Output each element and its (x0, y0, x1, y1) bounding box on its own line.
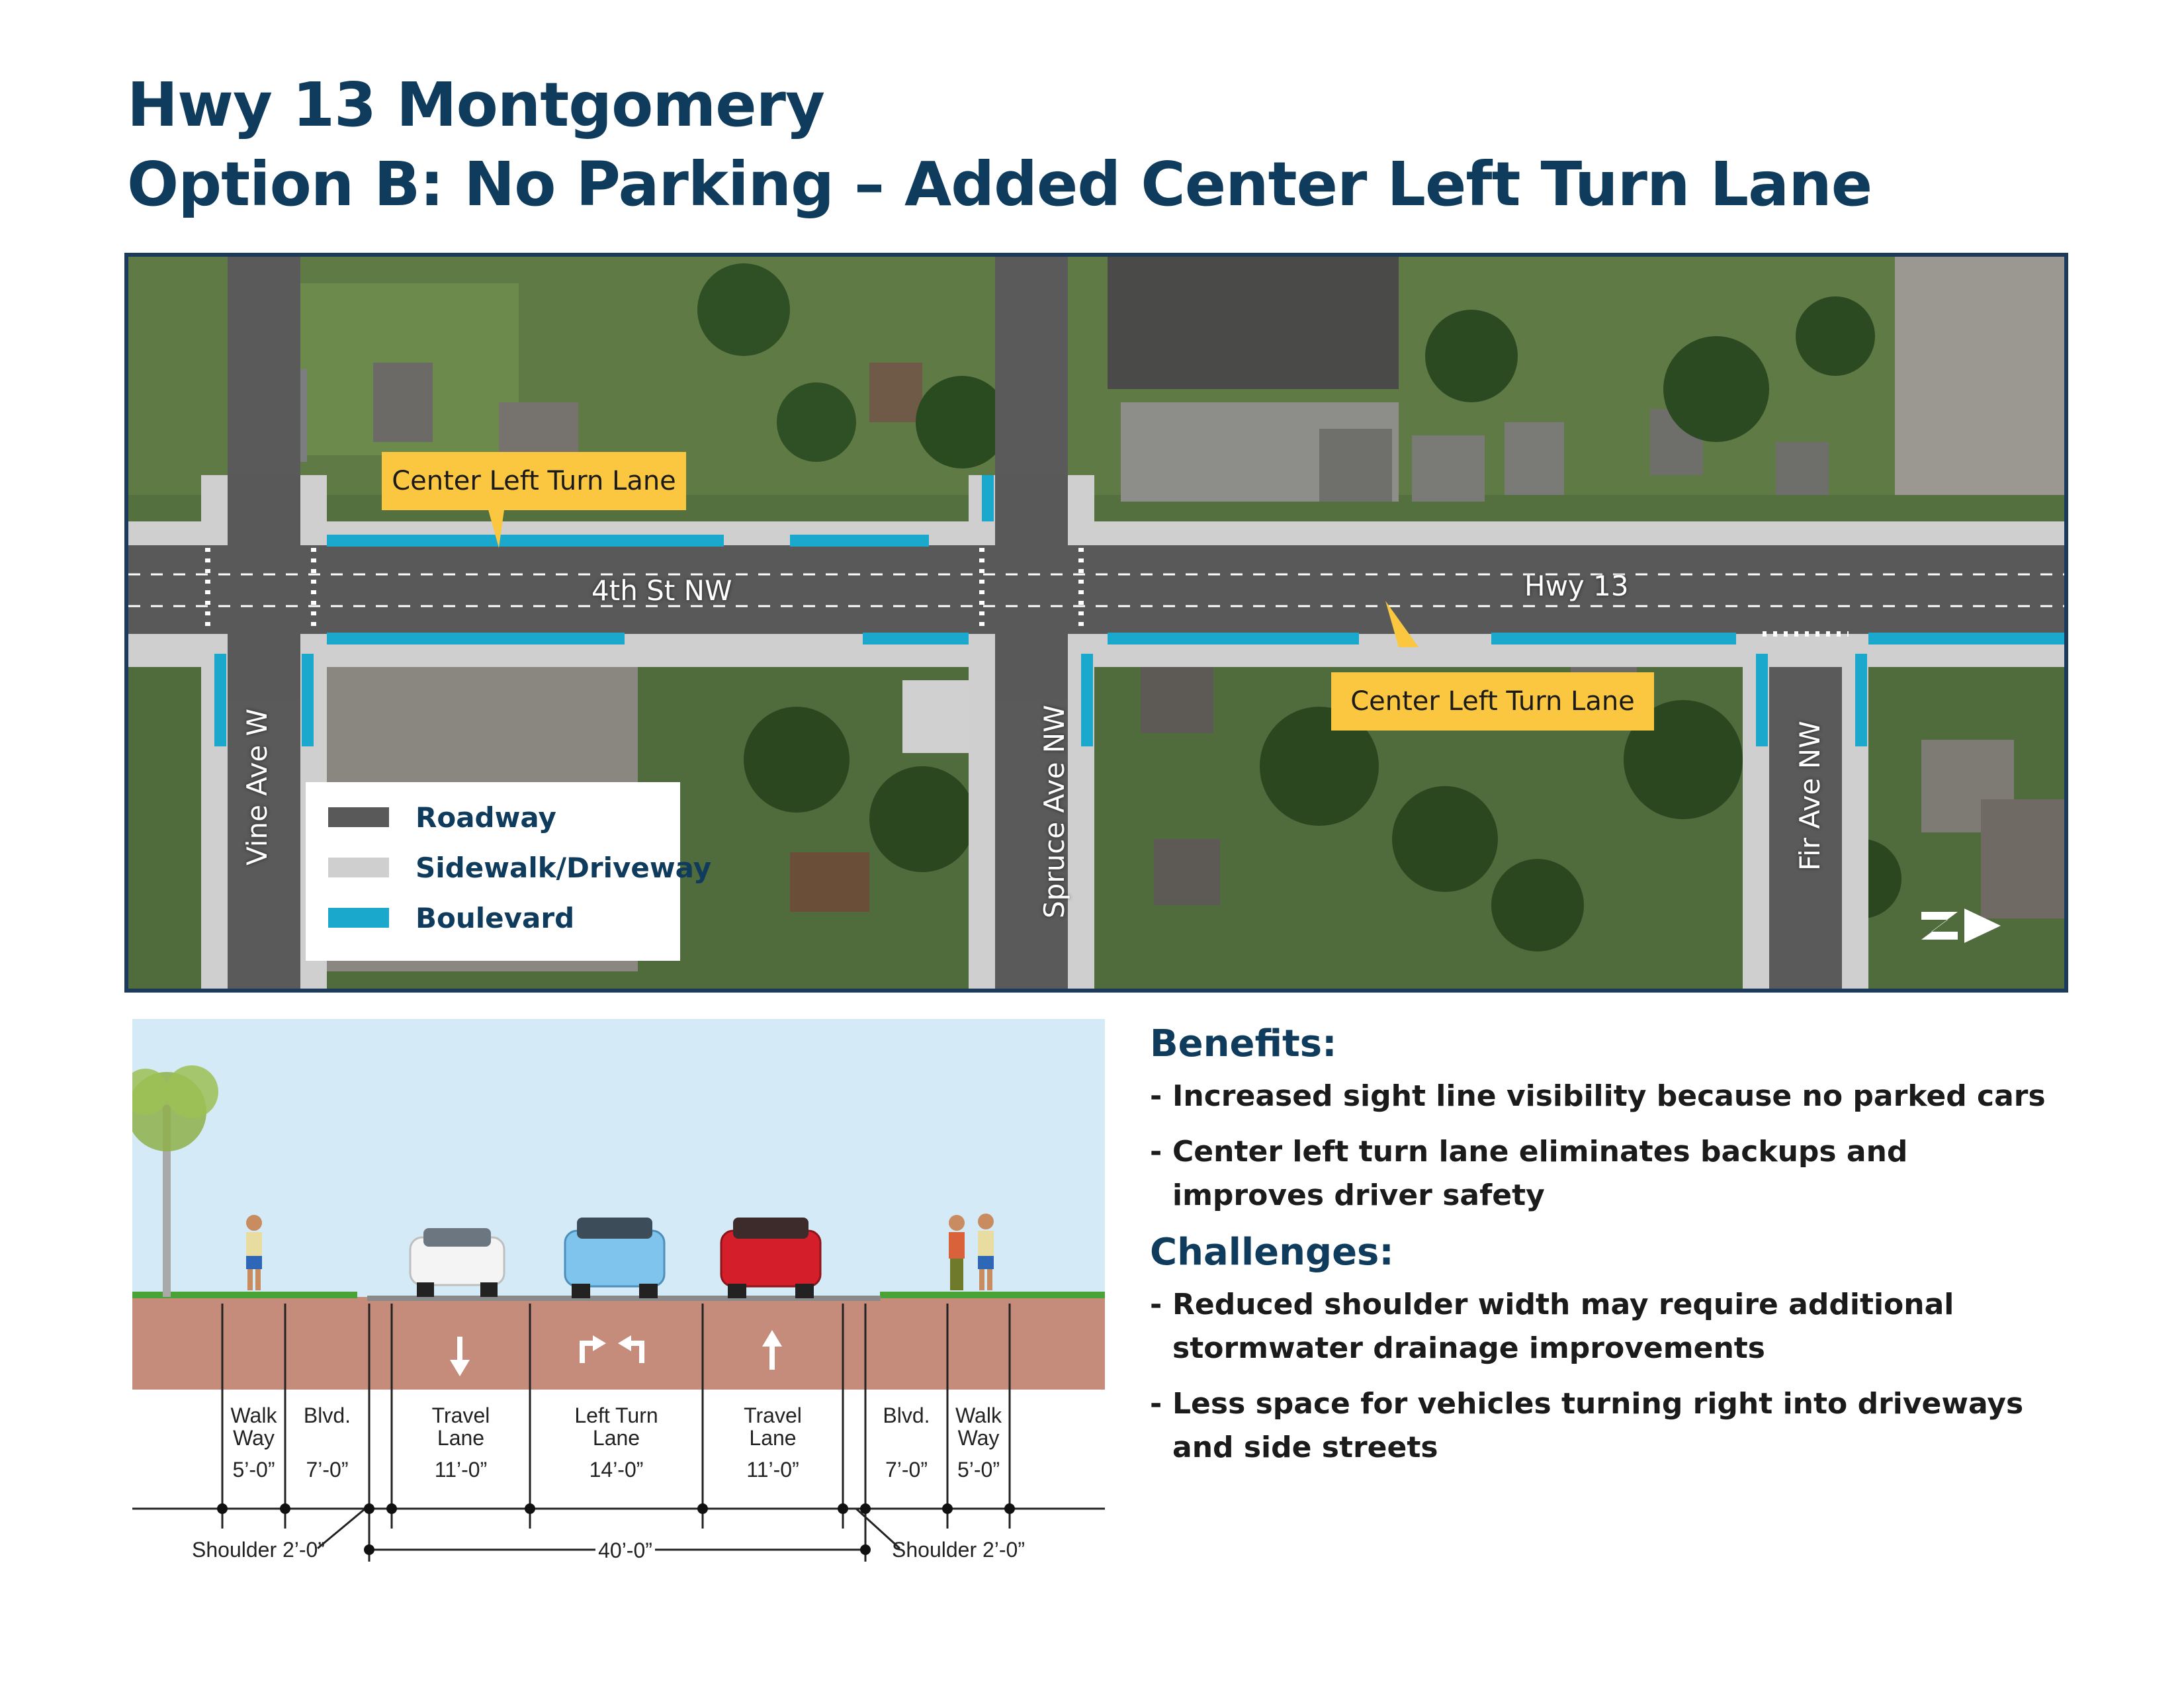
street-cross-section (132, 1019, 1105, 1568)
segment-width: 7’-0” (306, 1458, 349, 1482)
legend-label: Sidewalk/Driveway (415, 851, 712, 884)
street-label-fir: Fir Ave NW (1794, 721, 1826, 871)
map-legend (306, 782, 712, 961)
car-blue-icon (565, 1218, 664, 1298)
legend-label: Boulevard (415, 901, 575, 934)
list-item: - Increased sight line visibility because no parked cars (1150, 1079, 2046, 1113)
segment-name: Blvd. (303, 1403, 351, 1427)
segment-name: Walk Way (955, 1403, 1002, 1450)
legend-swatch-roadway (328, 807, 389, 827)
legend-item-boulevard (328, 901, 574, 934)
segment-walkway-left (222, 1404, 285, 1481)
page-subtitle: Option B: No Parking – Added Center Left Turn Lane (127, 149, 1872, 220)
shoulder-left-label: Shoulder 2’-0” (192, 1538, 325, 1562)
segment-name: Blvd. (883, 1403, 930, 1427)
segment-walkway-right (947, 1404, 1010, 1481)
segment-width: 7’-0” (885, 1458, 928, 1482)
segment-width: 11’-0” (434, 1458, 488, 1482)
total-width-label: 40’-0” (598, 1538, 652, 1562)
segment-name: Left Turn Lane (574, 1403, 658, 1450)
segment-left-turn-lane (530, 1404, 703, 1481)
segment-width: 5’-0” (957, 1458, 1000, 1482)
benefit-text: Center left turn lane eliminates backups and improves driver safety (1172, 1135, 1908, 1212)
legend-swatch-sidewalk (328, 858, 389, 877)
challenges-heading: Challenges: (1150, 1231, 1394, 1274)
list-item: - Reduced shoulder width may require additional stormwater drainage improvements (1150, 1288, 1954, 1365)
legend-label: Roadway (415, 801, 556, 834)
benefits-challenges-panel (1150, 1022, 2142, 1470)
segment-name: Walk Way (230, 1403, 277, 1450)
street-label-hwy-13: Hwy 13 (1524, 570, 1629, 602)
legend-item-roadway (328, 801, 556, 834)
segment-width: 11’-0” (746, 1458, 799, 1482)
segment-blvd-left (285, 1404, 369, 1481)
page-title: Hwy 13 Montgomery (127, 69, 824, 140)
legend-item-sidewalk (328, 851, 711, 884)
benefits-list (1150, 1075, 2142, 1218)
list-item: - Less space for vehicles turning right into driveways and side streets (1150, 1387, 2024, 1464)
segment-name: Travel Lane (431, 1403, 490, 1450)
car-red-icon (721, 1218, 820, 1298)
list-item: - Center left turn lane eliminates backups and improves driver safety (1150, 1135, 1908, 1212)
shoulder-right-label: Shoulder 2’-0” (892, 1538, 1025, 1562)
street-label-vine: Vine Ave W (241, 708, 273, 866)
challenge-text: Reduced shoulder width may require additional stormwater drainage improvements (1172, 1288, 1954, 1365)
cross-section-graphic (132, 1019, 1105, 1568)
segment-width: 5’-0” (232, 1458, 275, 1482)
center-turn-lane-callout-east: Center Left Turn Lane (1331, 672, 1654, 731)
benefits-heading: Benefits: (1150, 1022, 1337, 1065)
segment-blvd-right (865, 1404, 947, 1481)
benefit-text: Increased sight line visibility because no parked cars (1172, 1079, 2046, 1113)
segment-travel-lane-left (392, 1404, 530, 1481)
segment-width: 14’-0” (589, 1458, 644, 1482)
segment-name: Travel Lane (744, 1403, 802, 1450)
street-label-4th-st: 4th St NW (591, 574, 732, 607)
center-turn-lane-callout-west: Center Left Turn Lane (382, 452, 686, 510)
street-label-spruce: Spruce Ave NW (1038, 705, 1070, 918)
segment-travel-lane-right (703, 1404, 843, 1481)
legend-swatch-boulevard (328, 908, 389, 928)
challenge-text: Less space for vehicles turning right into driveways and side streets (1172, 1387, 2024, 1464)
challenges-list (1150, 1283, 2142, 1470)
